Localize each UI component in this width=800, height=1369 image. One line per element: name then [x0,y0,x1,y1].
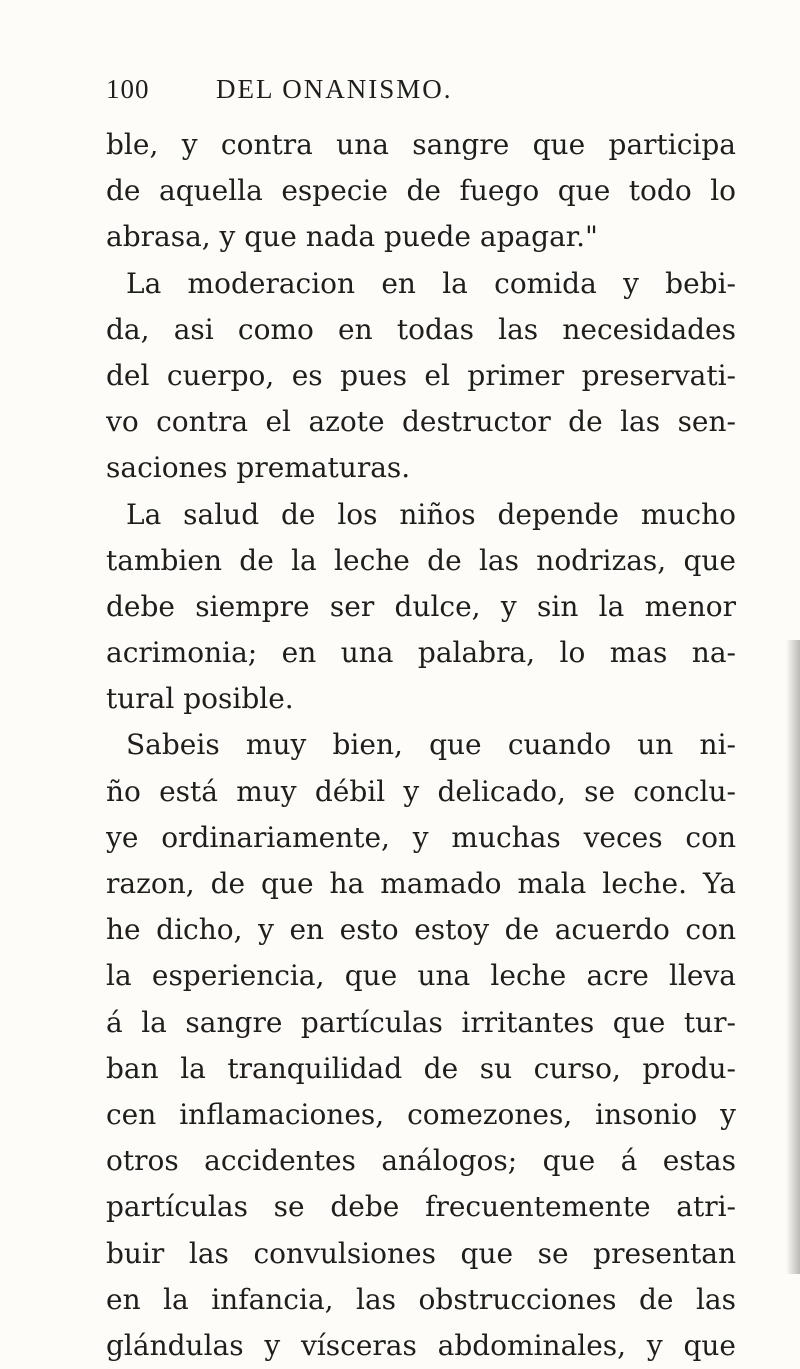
text-line: tambien de la leche de las nodrizas, que [106,543,736,577]
text-line: La salud de los niños depende mucho [126,497,736,531]
text-line: glándulas y vísceras abdominales, y que [106,1328,736,1362]
text-line: da, asi como en todas las necesidades [106,312,736,346]
text-line: acrimonia; en una palabra, lo mas na- [106,636,736,670]
text-line: ye ordinariamente, y muchas veces con [106,820,736,854]
text-line: ño está muy débil y delicado, se conclu- [106,774,736,808]
text-line: á la sangre partículas irritantes que tur- [106,1005,736,1039]
text-line: otros accidentes análogos; que á estas [106,1144,736,1178]
page-number: 100 [106,74,150,104]
text-line: buir las convulsiones que se presentan [106,1236,736,1270]
text-line: cen inflamaciones, comezones, insonio y [106,1097,736,1131]
text-line: razon, de que ha mamado mala leche. Ya [106,867,736,900]
text-line: partículas se debe frecuentemente atri- [106,1190,736,1224]
text-line: la esperiencia, que una leche acre lleva [106,959,736,993]
text-line: ban la tranquilidad de su curso, produ- [106,1051,736,1085]
page-edge-shadow [786,640,800,1274]
text-line: abrasa, y que nada puede apagar." [106,220,598,254]
text-line: he dicho, y en esto estoy de acuerdo con [106,913,736,947]
text-line: debe siempre ser dulce, y sin la menor [106,589,736,623]
text-line: ble, y contra una sangre que participa [106,128,736,161]
text-line: tural posible. [106,682,294,716]
running-title: DEL ONANISMO. [216,74,453,104]
text-line: del cuerpo, es pues el primer preservati- [106,358,736,392]
text-line: La moderacion en la comida y bebi- [126,266,736,300]
body-text [106,122,736,1369]
text-line: vo contra el azote destructor de las sen- [106,405,736,439]
page-header [106,74,626,114]
text-line: en la infancia, las obstrucciones de las [106,1282,736,1316]
text-line: de aquella especie de fuego que todo lo [106,174,736,208]
text-line: Sabeis muy bien, que cuando un ni- [126,728,736,762]
text-line: saciones prematuras. [106,451,411,485]
